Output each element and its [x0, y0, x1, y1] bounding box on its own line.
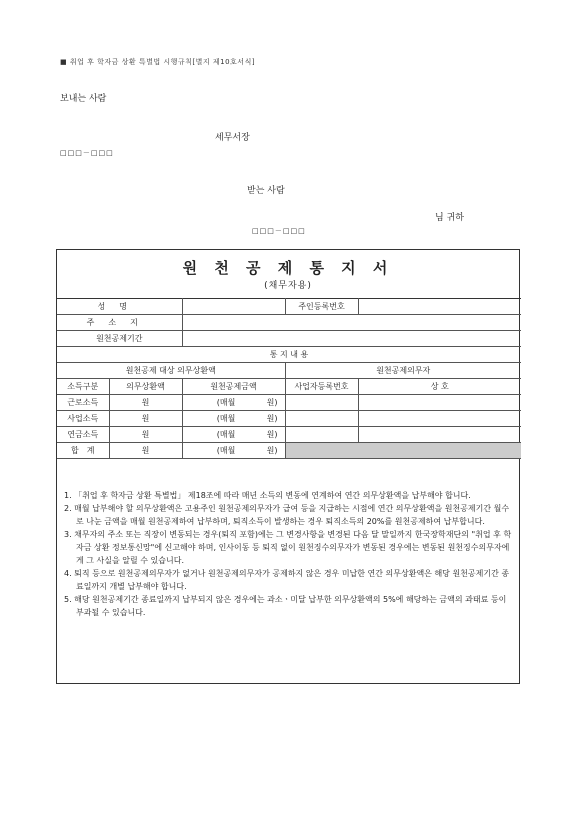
- monthly-prefix: (매월: [216, 414, 236, 423]
- withholder-label: 원천공제의무자: [285, 363, 521, 379]
- note-item: 3. 채무자의 주소 또는 직장이 변동되는 경우(퇴직 포함)에는 그 변경사항을 변경된 다음 달 말일까지 한국장학재단의 "취업 후 학자금 상환 정보통신망"에 신고해야 하며, 인사이동 등 퇴직 없이 원천징수의무자가 변동된 경우에는 변동된 원천징수의무자에게 그 사실을 알릴 수 있습니다.: [64, 530, 512, 565]
- withholding-cell[interactable]: [182, 411, 285, 427]
- company-cell[interactable]: [358, 411, 521, 427]
- total-shaded-cell: [285, 443, 521, 459]
- receiver-label: 받는 사람: [247, 186, 285, 196]
- tax-office-label: 세무서장: [215, 133, 250, 143]
- monthly-unit: 원): [266, 414, 278, 423]
- income-type-cell: 근로소득: [57, 395, 109, 411]
- address-field[interactable]: [182, 315, 521, 331]
- company-cell[interactable]: [358, 395, 521, 411]
- biz-no-header: 사업자등록번호: [285, 379, 358, 395]
- form-subtitle: (채무자용): [264, 281, 312, 291]
- mandatory-cell[interactable]: 원: [109, 411, 182, 427]
- sender-label: 보내는 사람: [60, 94, 107, 104]
- biz-no-cell[interactable]: [285, 427, 358, 443]
- address-label: 주소지: [57, 315, 182, 331]
- table-row: [57, 427, 521, 443]
- monthly-unit: 원): [266, 398, 278, 407]
- total-row: [57, 443, 521, 459]
- withholding-cell[interactable]: [182, 427, 285, 443]
- name-label: 성명: [57, 299, 182, 315]
- income-type-cell: 연금소득: [57, 427, 109, 443]
- note-item: 4. 퇴직 등으로 원천공제의무자가 없거나 원천공제의무자가 공제하지 않은 경우 미납한 연간 의무상환액은 해당 원천공제기간 종료일까지 개별 납부해야 합니다.: [64, 569, 510, 591]
- mandatory-header: 의무상환액: [109, 379, 182, 395]
- resident-id-field[interactable]: [358, 299, 521, 315]
- note-item: 2. 매월 납부해야 할 의무상환액은 고용주인 원천공제의무자가 급여 등을 지급하는 시점에 연간 의무상환액을 원천공제기간 월수로 나눈 금액을 매월 원천공제하여 납부하며, 퇴직소득이 발생하는 경우 퇴직소득의 20%를 원천공제하여 납부합니다.: [64, 504, 510, 526]
- monthly-prefix: (매월: [216, 398, 236, 407]
- company-header: 상 호: [358, 379, 521, 395]
- total-mandatory-cell[interactable]: 원: [109, 443, 182, 459]
- sender-zip: □□□－□□□: [60, 149, 114, 157]
- form-title: 원 천 공 제 통 지 서: [182, 259, 394, 277]
- biz-no-cell[interactable]: [285, 411, 358, 427]
- target-amount-label: 원천공제 대상 의무상환액: [57, 363, 285, 379]
- income-type-header: 소득구분: [57, 379, 109, 395]
- income-type-cell: 사업소득: [57, 411, 109, 427]
- resident-id-label: 주인등록번호: [285, 299, 358, 315]
- withholding-cell[interactable]: [182, 395, 285, 411]
- period-label: 원천공제기간: [57, 331, 182, 347]
- withholding-header: 원천공제금액: [182, 379, 285, 395]
- note-item: 1. 「취업 후 학자금 상환 특별법」 제18조에 따라 매년 소득의 변동에 연계하여 연간 의무상환액을 납부해야 합니다.: [64, 491, 471, 500]
- receiver-zip: □□□－□□□: [252, 227, 306, 235]
- monthly-unit: 원): [266, 430, 278, 439]
- notice-form: [56, 249, 520, 684]
- note-item: 5. 해당 원천공제기간 종료일까지 납부되지 않은 경우에는 과소ㆍ미달 납부한 의무상환액의 5%에 해당하는 금액의 과태료 등이 부과될 수 있습니다.: [64, 595, 507, 617]
- form-reference: ■ 취업 후 학자금 상환 특별법 시행규칙[별지 제10호서식]: [60, 58, 256, 66]
- monthly-prefix: (매월: [216, 430, 236, 439]
- mandatory-cell[interactable]: 원: [109, 395, 182, 411]
- total-withholding-cell[interactable]: [182, 443, 285, 459]
- table-row: [57, 411, 521, 427]
- name-field[interactable]: [182, 299, 285, 315]
- monthly-unit: 원): [266, 446, 278, 455]
- notes-section: [64, 489, 516, 619]
- monthly-prefix: (매월: [216, 446, 236, 455]
- notice-content-label: 통 지 내 용: [57, 347, 521, 363]
- biz-no-cell[interactable]: [285, 395, 358, 411]
- period-field[interactable]: [182, 331, 521, 347]
- notice-table: [57, 298, 521, 459]
- company-cell[interactable]: [358, 427, 521, 443]
- total-label: 합 계: [57, 443, 109, 459]
- table-row: [57, 395, 521, 411]
- mandatory-cell[interactable]: 원: [109, 427, 182, 443]
- honorific-label: 님 귀하: [435, 213, 464, 223]
